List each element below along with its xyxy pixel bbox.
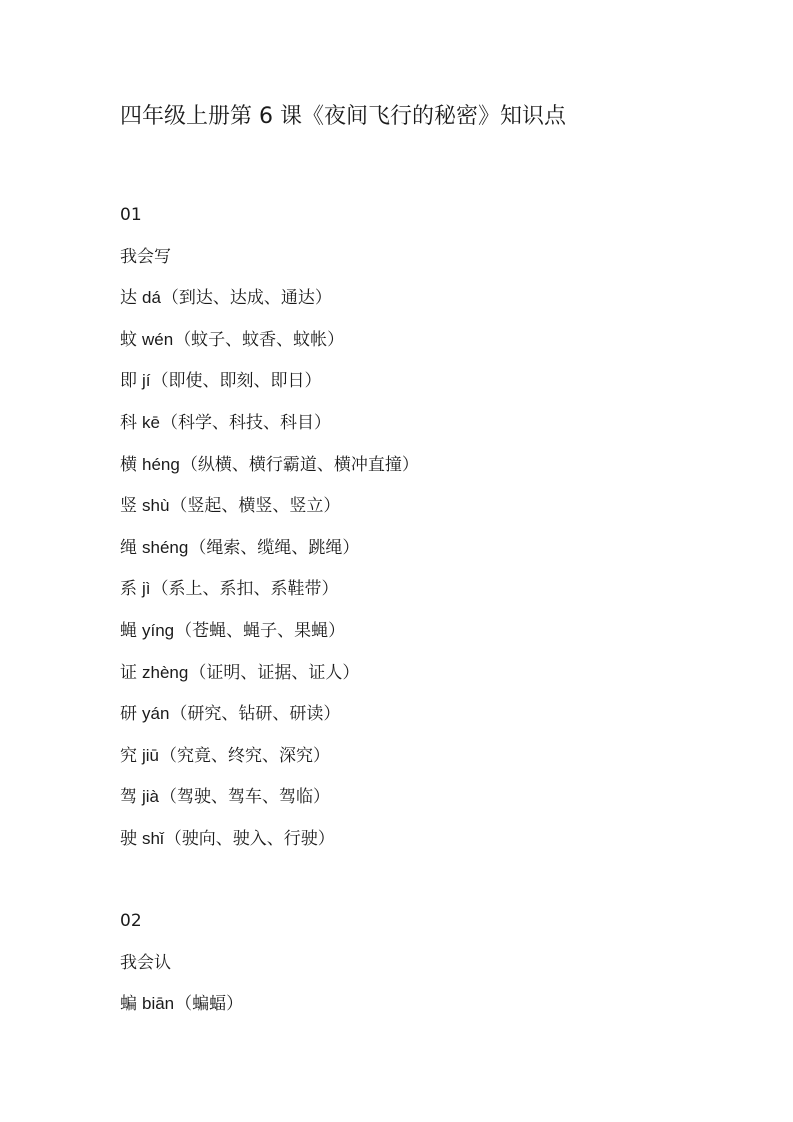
vocab-entry	[120, 784, 330, 810]
vocab-character: 驶	[120, 829, 137, 849]
vocab-words: （竖起、横竖、竖立）	[170, 496, 341, 517]
vocab-entry	[120, 410, 331, 436]
section-number: 01	[120, 205, 142, 225]
vocab-words: （蝙蝠）	[175, 994, 244, 1015]
vocab-character: 蝙	[120, 994, 137, 1015]
vocab-pinyin: jí	[142, 371, 151, 391]
vocab-character: 蚊	[120, 329, 137, 350]
vocab-pinyin: zhèng	[142, 662, 189, 682]
vocab-pinyin: wén	[142, 329, 174, 349]
vocab-character: 系	[120, 579, 137, 600]
section-number: 02	[120, 911, 142, 931]
vocab-character: 竖	[120, 496, 137, 517]
vocab-words: （科学、科技、科目）	[160, 413, 331, 433]
vocab-words: （到达、达成、通达）	[161, 288, 332, 309]
vocab-entry	[120, 701, 340, 727]
vocab-words: （绳索、缆绳、跳绳）	[189, 537, 360, 558]
vocab-words: （驾驶、驾车、驾临）	[160, 787, 331, 808]
vocab-words: （纵横、横行霸道、横冲直撞）	[180, 454, 419, 475]
vocab-words: （究竟、终究、深究）	[160, 745, 331, 766]
vocab-entry	[120, 493, 340, 519]
vocab-words: （蚊子、蚊香、蚊帐）	[174, 329, 345, 350]
vocab-entry	[120, 285, 332, 311]
vocab-words: （苍蝇、蝇子、果蝇）	[175, 621, 346, 641]
vocab-pinyin: yíng	[142, 621, 175, 640]
vocab-pinyin: yán	[142, 704, 170, 724]
vocab-entry	[120, 576, 339, 602]
vocab-entry	[120, 452, 419, 478]
vocab-words: （系上、系扣、系鞋带）	[151, 579, 339, 600]
vocab-character: 即	[120, 371, 137, 392]
vocab-entry	[120, 660, 359, 686]
vocab-words: （即使、即刻、即日）	[151, 371, 322, 392]
vocab-pinyin: shǐ	[142, 829, 164, 848]
vocab-entry	[120, 991, 243, 1017]
section-heading: 我会认	[120, 952, 171, 973]
vocab-entry	[120, 368, 322, 394]
vocab-pinyin: jià	[142, 787, 160, 807]
vocab-pinyin: jì	[142, 579, 151, 599]
vocab-character: 达	[120, 288, 137, 309]
vocab-character: 科	[120, 413, 137, 433]
vocab-pinyin: jiū	[142, 745, 160, 765]
section-heading: 我会写	[120, 246, 171, 267]
vocab-pinyin: biān	[142, 994, 175, 1014]
vocab-entry	[120, 618, 345, 644]
vocab-pinyin: shù	[142, 496, 170, 516]
vocab-character: 证	[120, 662, 137, 683]
vocab-words: （研究、钻研、研读）	[170, 704, 341, 725]
vocab-character: 研	[120, 704, 137, 725]
vocab-pinyin: dá	[142, 288, 161, 308]
vocab-pinyin: héng	[142, 454, 180, 474]
vocab-entry	[120, 743, 330, 769]
vocab-character: 横	[120, 454, 137, 475]
vocab-character: 蝇	[120, 621, 137, 641]
vocab-entry	[120, 826, 335, 852]
vocab-entry	[120, 535, 359, 561]
vocab-character: 驾	[120, 787, 137, 808]
vocab-pinyin: kē	[142, 413, 160, 432]
vocab-words: （证明、证据、证人）	[189, 662, 360, 683]
vocab-pinyin: shéng	[142, 537, 189, 557]
vocab-character: 绳	[120, 537, 137, 558]
vocab-words: （驶向、驶入、行驶）	[164, 829, 335, 849]
vocab-character: 究	[120, 745, 137, 766]
vocab-entry	[120, 327, 344, 353]
page-title: 四年级上册第 6 课《夜间飞行的秘密》知识点	[120, 104, 566, 129]
